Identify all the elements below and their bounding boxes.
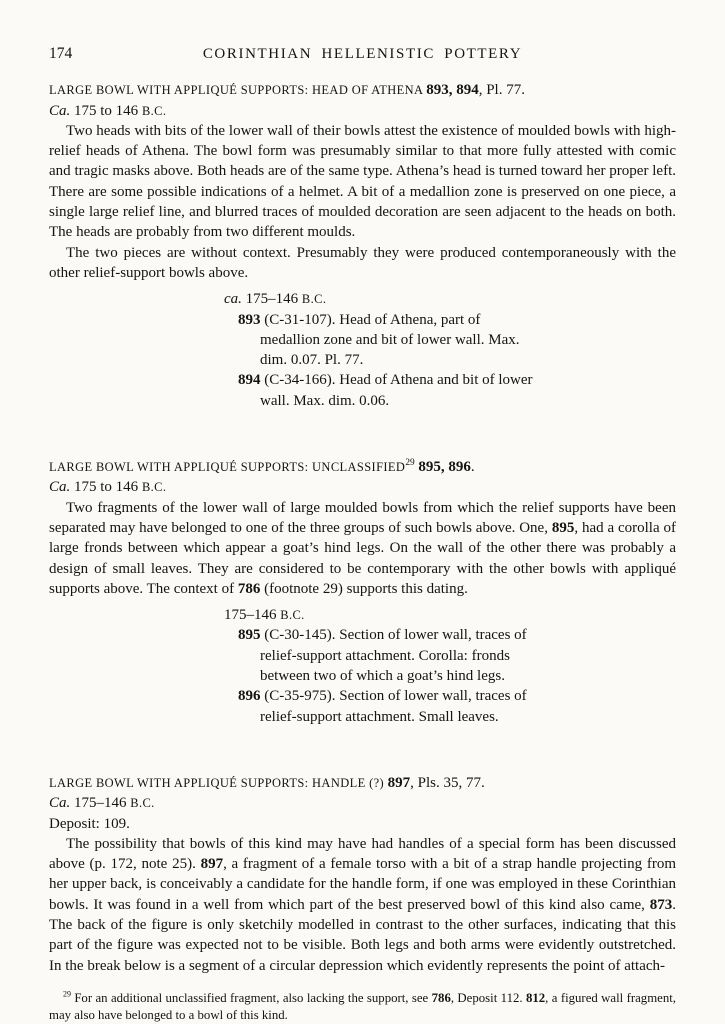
- section-heading: LARGE BOWL WITH APPLIQUÉ SUPPORTS: UNCLASSIFIED$^{29}$ 895, 896.: [49, 458, 475, 476]
- date-line: Ca. 175 to 146 B.C.: [49, 102, 167, 119]
- body-paragraph: Two fragments of the lower wall of large moulded bowls from which the relief supports have been separated may have belonged to one of the three groups of such bowls above. One, 895, had a corolla of large fronds between which appear a goat’s hind legs. On the wall of the other there was probably a design of small leaves. They are considered to be contemporary with the other bowls with appliqué supports above. The context of 786 (footnote 29) supports this dating.: [49, 499, 676, 597]
- body-paragraph: The two pieces are without context. Presumably they were produced contemporaneously with the other relief-support bowls above.: [49, 244, 676, 281]
- section-head-of-athena: [49, 80, 676, 411]
- section-heading: LARGE BOWL WITH APPLIQUÉ SUPPORTS: HEAD OF ATHENA 893, 894, Pl. 77.: [49, 82, 525, 99]
- body-paragraph: The possibility that bowls of this kind may have had handles of a special form has been discussed above (p. 172, note 25). 897, a fragment of a female torso with a bit of a strap handle projecting from her upper back, is conceivably a candidate for the handle form, if one was employed in these Corinthian bowls. It was found in a well from which part of the best preserved bowl of this kind also came, 873. The back of the figure is only sketchily modelled in contrast to the other surfaces, indicating that this part of the figure was expected not to be visible. Both legs and both arms were evidently outstretched. In the break below is a segment of a circular depression which evidently represents the point of attach-: [49, 835, 676, 974]
- catalog-entry-895: 895 (C-30-145). Section of lower wall, traces of relief-support attachment. Corolla: fronds between two of which a goat’s hind legs.: [238, 627, 527, 685]
- catalog-entry-896: 896 (C-35-975). Section of lower wall, traces of relief-support attachment. Small leaves.: [238, 688, 527, 725]
- section-heading: LARGE BOWL WITH APPLIQUÉ SUPPORTS: HANDLE (?) 897, Pls. 35, 77.: [49, 774, 485, 791]
- page-header: [49, 44, 676, 64]
- page-number: 174: [49, 45, 73, 62]
- section-handle: [49, 773, 676, 976]
- section-unclassified: [49, 457, 676, 727]
- catalog-entry-893: 893 (C-31-107). Head of Athena, part of medallion zone and bit of lower wall. Max. dim. 0.07. Pl. 77.: [238, 311, 520, 369]
- deposit-line: Deposit: 109.: [49, 815, 130, 832]
- date-line: Ca. 175 to 146 B.C.: [49, 479, 167, 496]
- catalog-entry-894: 894 (C-34-166). Head of Athena and bit of lower wall. Max. dim. 0.06.: [238, 372, 533, 409]
- running-title: CORINTHIAN HELLENISTIC POTTERY: [202, 46, 523, 62]
- catalog-date: ca. 175–146 B.C.: [224, 291, 327, 308]
- catalog-block: [224, 605, 540, 727]
- catalog-date: 175–146 B.C.: [224, 607, 305, 624]
- body-paragraph: Two heads with bits of the lower wall of their bowls attest the existence of moulded bowls with high-relief heads of Athena. The bowl form was presumably similar to that more fully attested with comic and tragic masks above. Both heads are of the same type. Athena’s head is turned toward her proper left. There are some possible indications of a helmet. A bit of a medallion zone is preserved on one piece, a single large relief line, and blurred traces of moulded decoration are seen adjacent to the heads on both. The heads are probably from two different moulds.: [49, 122, 676, 241]
- catalog-block: [224, 289, 540, 411]
- footnote: $^{29}$ For an additional unclassified fragment, also lacking the support, see 786, Deposit 112. 812, a figured wall fragment, may also have belonged to a bowl of this kind.: [49, 989, 676, 1022]
- date-line: Ca. 175–146 B.C.: [49, 795, 155, 812]
